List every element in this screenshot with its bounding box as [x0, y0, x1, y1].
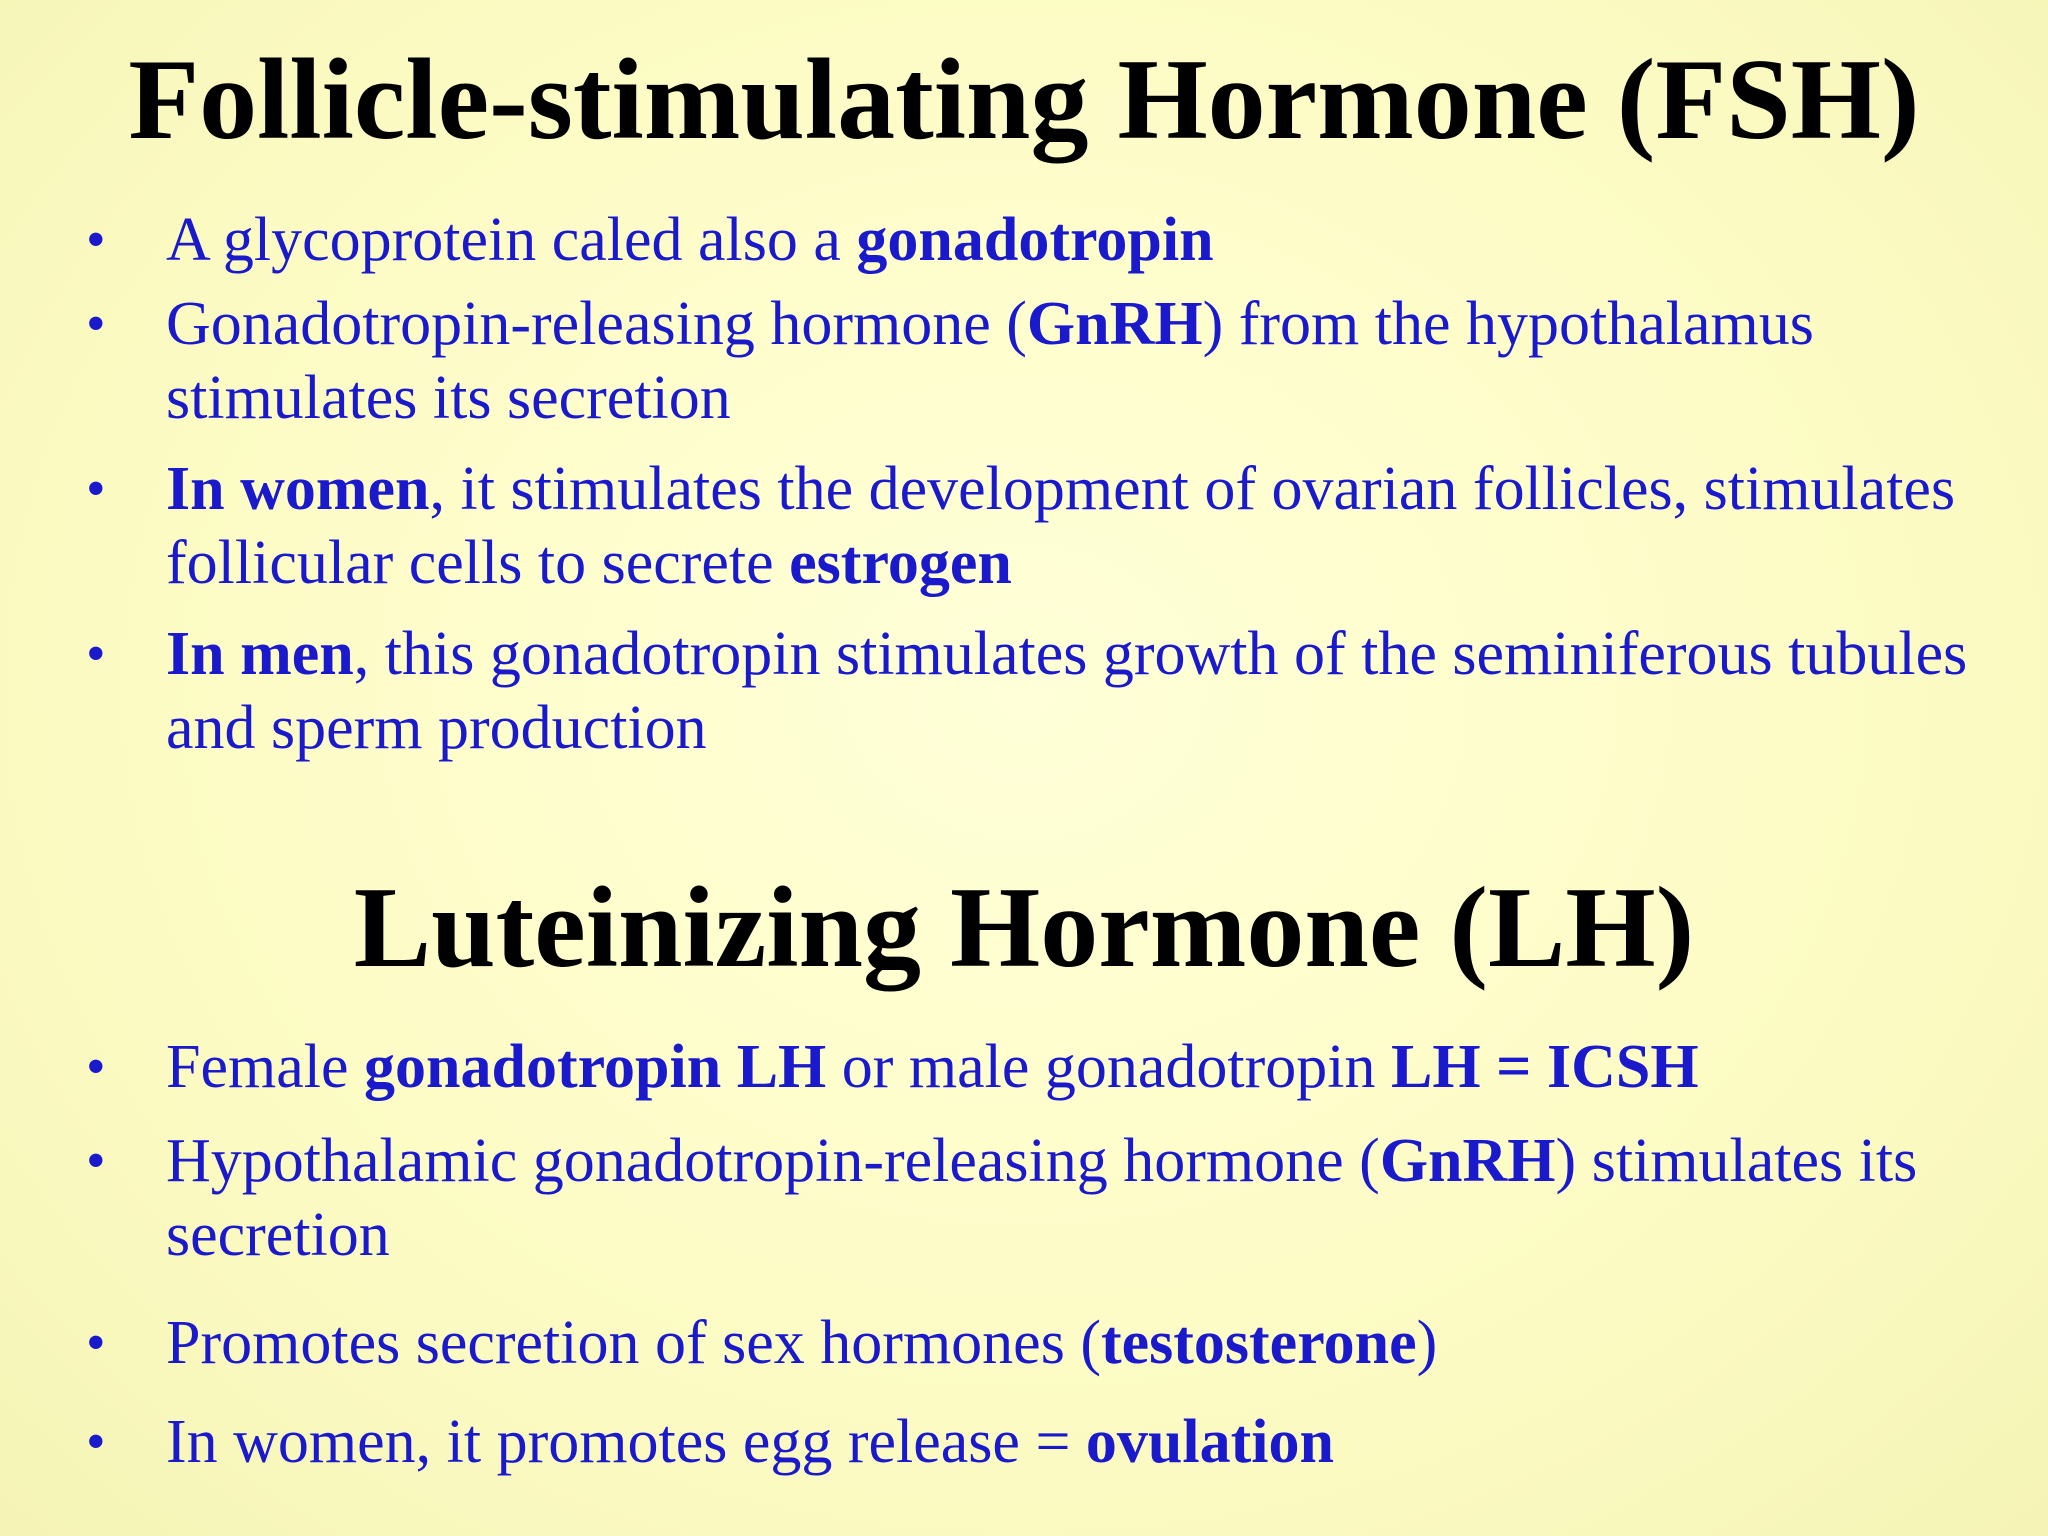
lh-bullet-item	[86, 1124, 2016, 1272]
bullet-text-bold: gonadotropin	[856, 206, 1214, 274]
bullet-text: ) stimulates its secretion	[166, 1127, 1918, 1269]
bullet-text: Gonadotropin-releasing hormone (	[166, 290, 1027, 358]
bullet-text-bold: estrogen	[789, 529, 1012, 597]
lh-bullet-item	[86, 1030, 2016, 1104]
bullet-dot-icon: •	[86, 458, 106, 520]
bullet-text-bold: testosterone	[1100, 1309, 1417, 1377]
bullet-text-bold: In women	[166, 455, 430, 523]
bullet-text: Hypothalamic gonadotropin-releasing hormone (	[166, 1127, 1380, 1195]
fsh-bullet-item	[86, 452, 2016, 600]
lh-bullet-item	[86, 1306, 2016, 1380]
bullet-text-bold: ovulation	[1085, 1408, 1334, 1476]
bullet-dot-icon: •	[86, 1036, 106, 1098]
bullet-text: , it stimulates the development of ovarian follicles, stimulates follicular cells to secrete	[166, 455, 1956, 597]
bullet-text: A glycoprotein caled also a	[166, 206, 857, 274]
bullet-text-bold: LH = ICSH	[1391, 1033, 1699, 1101]
bullet-dot-icon: •	[86, 209, 106, 271]
fsh-bullet-item	[86, 617, 2016, 765]
fsh-title: Follicle-stimulating Hormone (FSH)	[128, 36, 1920, 164]
bullet-text-bold: gonadotropin LH	[364, 1033, 827, 1101]
bullet-dot-icon: •	[86, 1130, 106, 1192]
bullet-text: )	[1416, 1309, 1438, 1377]
bullet-text-bold: GnRH	[1026, 290, 1203, 358]
bullet-text: In women, it promotes egg release =	[166, 1408, 1086, 1476]
bullet-text: , this gonadotropin stimulates growth of the seminiferous tubules and sperm production	[166, 620, 1968, 762]
bullet-dot-icon: •	[86, 623, 106, 685]
bullet-text-bold: GnRH	[1379, 1127, 1556, 1195]
fsh-bullet-item	[86, 203, 2016, 277]
bullet-dot-icon: •	[86, 293, 106, 355]
lh-bullet-item	[86, 1405, 2016, 1479]
fsh-bullet-item	[86, 287, 2016, 435]
bullet-dot-icon: •	[86, 1312, 106, 1374]
bullet-text-bold: In men	[166, 620, 354, 688]
bullet-dot-icon: •	[86, 1411, 106, 1473]
lh-title: Luteinizing Hormone (LH)	[353, 864, 1695, 992]
bullet-text: Female	[166, 1033, 364, 1101]
bullet-text: ) from the hypothalamus stimulates its secretion	[166, 290, 1814, 432]
bullet-text: Promotes secretion of sex hormones (	[166, 1309, 1101, 1377]
bullet-text: or male gonadotropin	[826, 1033, 1392, 1101]
